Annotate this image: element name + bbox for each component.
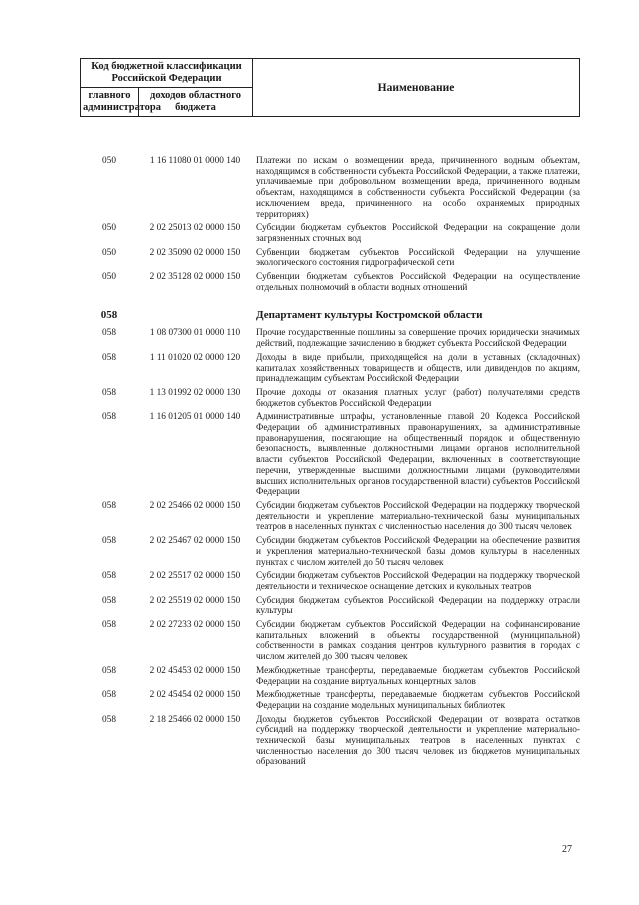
income-code: 2 02 25466 02 0000 150 <box>149 500 241 511</box>
income-code: 2 02 35128 02 0000 150 <box>149 272 241 283</box>
table-row <box>80 536 580 568</box>
income-code: 1 13 01992 02 0000 130 <box>149 387 241 398</box>
table-row <box>80 690 580 711</box>
income-code: 1 16 01205 01 0000 140 <box>149 412 241 423</box>
income-name: Межбюджетные трансферты, передаваемые бюджетам субъектов Российской Федерации на создание виртуальных концертных залов <box>256 665 580 687</box>
income-code: 1 08 07300 01 0000 110 <box>149 328 241 339</box>
department-heading <box>80 309 580 322</box>
income-name: Доходы бюджетов субъектов Российской Федерации от возврата остатков субсидий на поддержку творческой деятельности и укрепление материально-технической базы муниципальных театров в населенных пунктах с численностью населения до 300 тысяч человек из бюджетов муниципальных образований <box>256 714 580 768</box>
admin-code: 058 <box>102 690 116 701</box>
income-name: Субсидии бюджетам субъектов Российской Федерации на обеспечение развития и укрепления материально-технической базы домов культуры в населенных пунктах с числом жителей до 50 тысяч человек <box>256 536 580 568</box>
table-row <box>80 501 580 533</box>
admin-code: 058 <box>102 665 116 676</box>
income-name: Субсидии бюджетам субъектов Российской Федерации на поддержку творческой деятельности и укрепление материально-технической базы муниципальных театров в населенных пунктах с численностью населения до 300 тысяч человек <box>256 500 580 533</box>
table-row <box>80 620 580 663</box>
income-code: 2 02 45453 02 0000 150 <box>149 665 241 676</box>
table-row <box>80 596 580 617</box>
department-name: Департамент культуры Костромской области <box>256 309 483 322</box>
table-body <box>80 156 580 771</box>
table-header <box>80 58 580 117</box>
income-name: Административные штрафы, установленные главой 20 Кодекса Российской Федерации об административных правонарушениях, за административные правонарушения, посягающие на общественный порядок и общественную безопасность, выявленные должностными лицами органов исполнительной власти субъектов Российской Федерации, включенных в соответствующие перечни, утвержденные высшими должностными лицами (руководителями высших исполнительных органов государственной власти) субъектов Российской Федерации <box>256 412 580 498</box>
income-code: 2 18 25466 02 0000 150 <box>149 714 241 725</box>
admin-code: 058 <box>102 328 116 339</box>
header-name: Наименование <box>253 59 580 117</box>
table-row <box>80 328 580 349</box>
admin-code: 058 <box>102 536 116 547</box>
income-code: 1 11 01020 02 0000 120 <box>149 352 241 363</box>
table-row <box>80 223 580 244</box>
income-code: 2 02 25013 02 0000 150 <box>149 223 241 234</box>
table-row <box>80 412 580 498</box>
income-name: Субсидии бюджетам субъектов Российской Федерации на сокращение доли загрязненных сточных вод <box>256 223 580 244</box>
department-code: 058 <box>100 309 118 322</box>
income-code: 2 02 25467 02 0000 150 <box>149 536 241 547</box>
income-code: 1 16 11080 01 0000 140 <box>149 156 241 166</box>
table-row <box>80 388 580 409</box>
table-row <box>80 715 580 769</box>
income-code: 2 02 35090 02 0000 150 <box>149 247 241 258</box>
page-number: 27 <box>562 844 572 855</box>
admin-code: 058 <box>102 571 116 582</box>
table-row <box>80 272 580 293</box>
income-name: Прочие доходы от оказания платных услуг (работ) получателями средств бюджетов субъектов Российской Федерации <box>256 387 580 409</box>
admin-code: 050 <box>102 156 116 166</box>
income-name: Межбюджетные трансферты, передаваемые бюджетам субъектов Российской Федерации на создание модельных муниципальных библиотек <box>256 690 580 711</box>
admin-code: 058 <box>102 714 116 725</box>
admin-code: 058 <box>102 620 116 631</box>
header-income: доходов областного бюджета <box>139 88 253 117</box>
header-code-group: Код бюджетной классификации Российской Федерации <box>81 59 253 88</box>
table-row <box>80 571 580 592</box>
income-name: Субсидия бюджетам субъектов Российской Федерации на поддержку отрасли культуры <box>256 595 580 617</box>
income-code: 2 02 25517 02 0000 150 <box>149 571 241 582</box>
admin-code: 050 <box>102 247 116 258</box>
income-name: Прочие государственные пошлины за совершение прочих юридически значимых действий, подлежащие зачислению в бюджет субъекта Российской Федерации <box>256 328 580 350</box>
income-name: Субвенции бюджетам субъектов Российской Федерации на улучшение экологического состояния гидрографической сети <box>256 247 580 269</box>
table-row <box>80 248 580 269</box>
income-code: 2 02 27233 02 0000 150 <box>149 620 241 631</box>
table-row <box>80 666 580 687</box>
admin-code: 058 <box>102 595 116 606</box>
admin-code: 050 <box>102 272 116 283</box>
income-name: Платежи по искам о возмещении вреда, причиненного водным объектам, находящимся в собственности субъекта Российской Федерации, а также платежи, уплачиваемые при добровольном возмещении вреда, причиненного водным объектам, находящимся в собственности субъекта Российской Федерации (за исключением вреда, причиненного на особо охраняемых природных территориях) <box>256 156 580 220</box>
admin-code: 058 <box>102 500 116 511</box>
header-admin: главного администратора <box>81 88 139 117</box>
table-row <box>80 156 580 220</box>
income-code: 2 02 45454 02 0000 150 <box>149 690 241 701</box>
income-name: Субсидии бюджетам субъектов Российской Федерации на поддержку творческой деятельности и техническое оснащение детских и кукольных театров <box>256 571 580 592</box>
admin-code: 058 <box>102 387 116 398</box>
income-name: Субсидии бюджетам субъектов Российской Федерации на софинансирование капитальных вложений в объекты государственной (муниципальной) собственности в рамках создания центров культурного развития в городах с числом жителей до 300 тысяч человек <box>256 620 580 663</box>
admin-code: 058 <box>102 352 116 363</box>
income-name: Субвенции бюджетам субъектов Российской Федерации на осуществление отдельных полномочий в области водных отношений <box>256 272 580 293</box>
income-code: 2 02 25519 02 0000 150 <box>149 595 241 606</box>
admin-code: 050 <box>102 223 116 234</box>
admin-code: 058 <box>102 412 116 423</box>
income-name: Доходы в виде прибыли, приходящейся на доли в уставных (складочных) капиталах хозяйственных товариществ и обществ, или дивидендов по акциям, принадлежащим субъектам Российской Федерации <box>256 352 580 385</box>
table-row <box>80 353 580 385</box>
